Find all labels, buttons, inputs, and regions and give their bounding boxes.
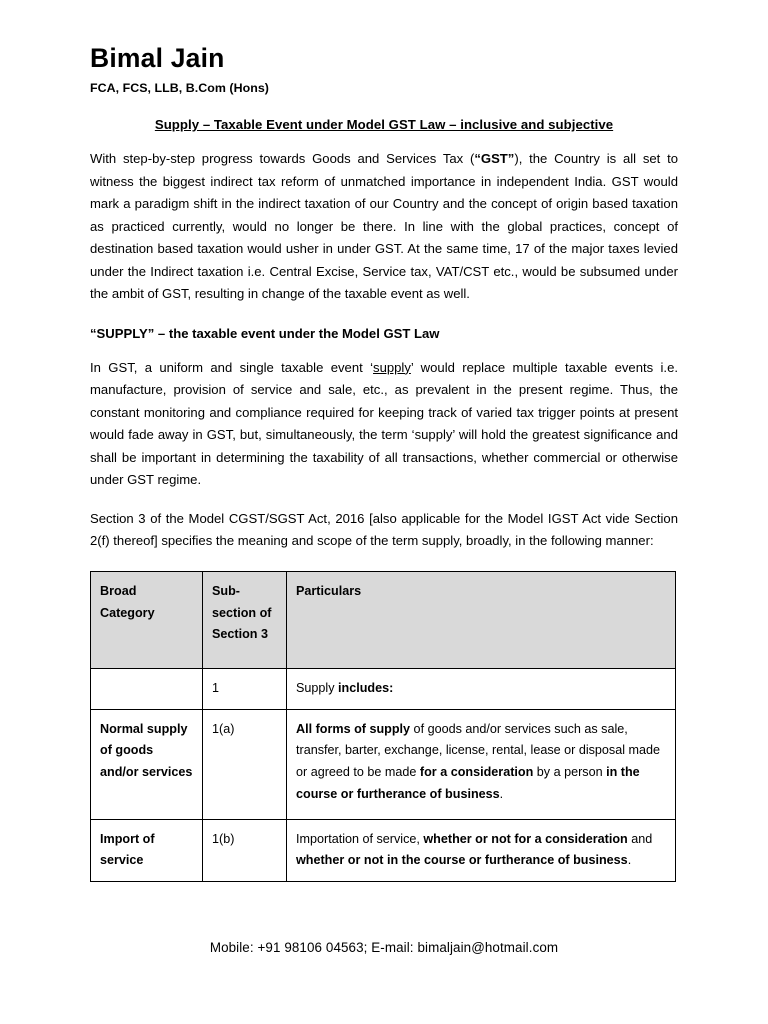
particulars-segment: . (499, 786, 504, 801)
cell-particulars (287, 668, 676, 709)
supply-text-part1: In GST, a uniform and single taxable event ‘ (90, 359, 374, 375)
intro-gst-abbreviation: “GST” (474, 151, 515, 167)
page-footer-contact: Mobile: +91 98106 04563; E-mail: bimaljain@hotmail.com (209, 940, 559, 955)
section3-paragraph: Section 3 of the Model CGST/SGST Act, 2016 [also applicable for the Model IGST Act vide Section 2(f) thereof] specifies the meaning and scope of the term supply, broadly, in the following manner: (90, 510, 678, 549)
particulars-segment-bold: All forms of supply (296, 721, 411, 736)
cell-category: Import of service (91, 819, 203, 881)
table-row (91, 709, 676, 819)
table-row (91, 819, 676, 881)
supply-paragraph (90, 341, 678, 492)
particulars-segment-bold: whether or not in the course or furtherance of business (296, 853, 628, 868)
author-qualifications: FCA, FCS, LLB, B.Com (Hons) (90, 81, 269, 96)
supply-section-heading: “SUPPLY” – the taxable event under the Model GST Law (90, 325, 440, 341)
supply-underlined-term: supply (373, 359, 411, 375)
particulars-segment-bold: in the course or furtherance of business (296, 764, 640, 801)
document-title: Supply – Taxable Event under Model GST Law – inclusive and subjective (154, 117, 614, 133)
author-name: Bimal Jain (90, 43, 225, 73)
table-header-subsection: Sub-section of Section 3 (203, 571, 287, 668)
table-header-particulars: Particulars (287, 571, 676, 668)
particulars-segment: Supply (296, 680, 339, 695)
particulars-segment: and (627, 831, 653, 846)
intro-text-part2: ), the Country is all set to witness the biggest indirect tax reform of unmatched importance in independent India. GST would mark a paradigm shift in the indirect taxation of our Country and the concept of origin based taxation as practiced currently, would no longer be there. In line with the global practices, concept of destination based taxation would usher in under GST. At the same time, 17 of the major taxes levied under the Indirect taxation i.e. Central Excise, Service tax, VAT/CST etc., would be subsumed under the ambit of GST, resulting in change of the taxable event as well. (90, 151, 678, 302)
supply-scope-table (90, 571, 676, 882)
cell-category (91, 668, 203, 709)
particulars-segment: of goods and/or services such as sale, transfer, barter, exchange, license, rental, lease or disposal made or agreed to be made (296, 721, 661, 779)
particulars-segment: . (627, 853, 632, 868)
cell-category: Normal supply of goods and/or services (91, 709, 203, 819)
table-header-broad-category: Broad Category (91, 571, 203, 668)
particulars-segment-bold: includes: (338, 680, 394, 695)
supply-text-part2: ’ would replace multiple taxable events i.e. manufacture, provision of service and sale, etc., as prevalent in the present regime. Thus, the constant monitoring and compliance required for keeping track of varied tax trigger points at present would fade away in GST, but, simultaneously, the term ‘supply’ will hold the greatest significance and shall be important in determining the taxability of all transactions, whether commercial or otherwise under GST regime. (90, 359, 678, 488)
particulars-segment: Importation of service, (296, 831, 424, 846)
cell-particulars (287, 709, 676, 819)
particulars-segment-bold: for a consideration (419, 764, 534, 779)
cell-subsection: 1(a) (203, 709, 287, 819)
table-header-row (91, 571, 676, 668)
particulars-segment: by a person (533, 764, 607, 779)
intro-text-part1: With step-by-step progress towards Goods and Services Tax ( (90, 151, 475, 167)
intro-paragraph (90, 132, 678, 306)
cell-particulars (287, 819, 676, 881)
cell-subsection: 1(b) (203, 819, 287, 881)
particulars-segment-bold: whether or not for a consideration (423, 831, 628, 846)
cell-subsection: 1 (203, 668, 287, 709)
table-row (91, 668, 676, 709)
